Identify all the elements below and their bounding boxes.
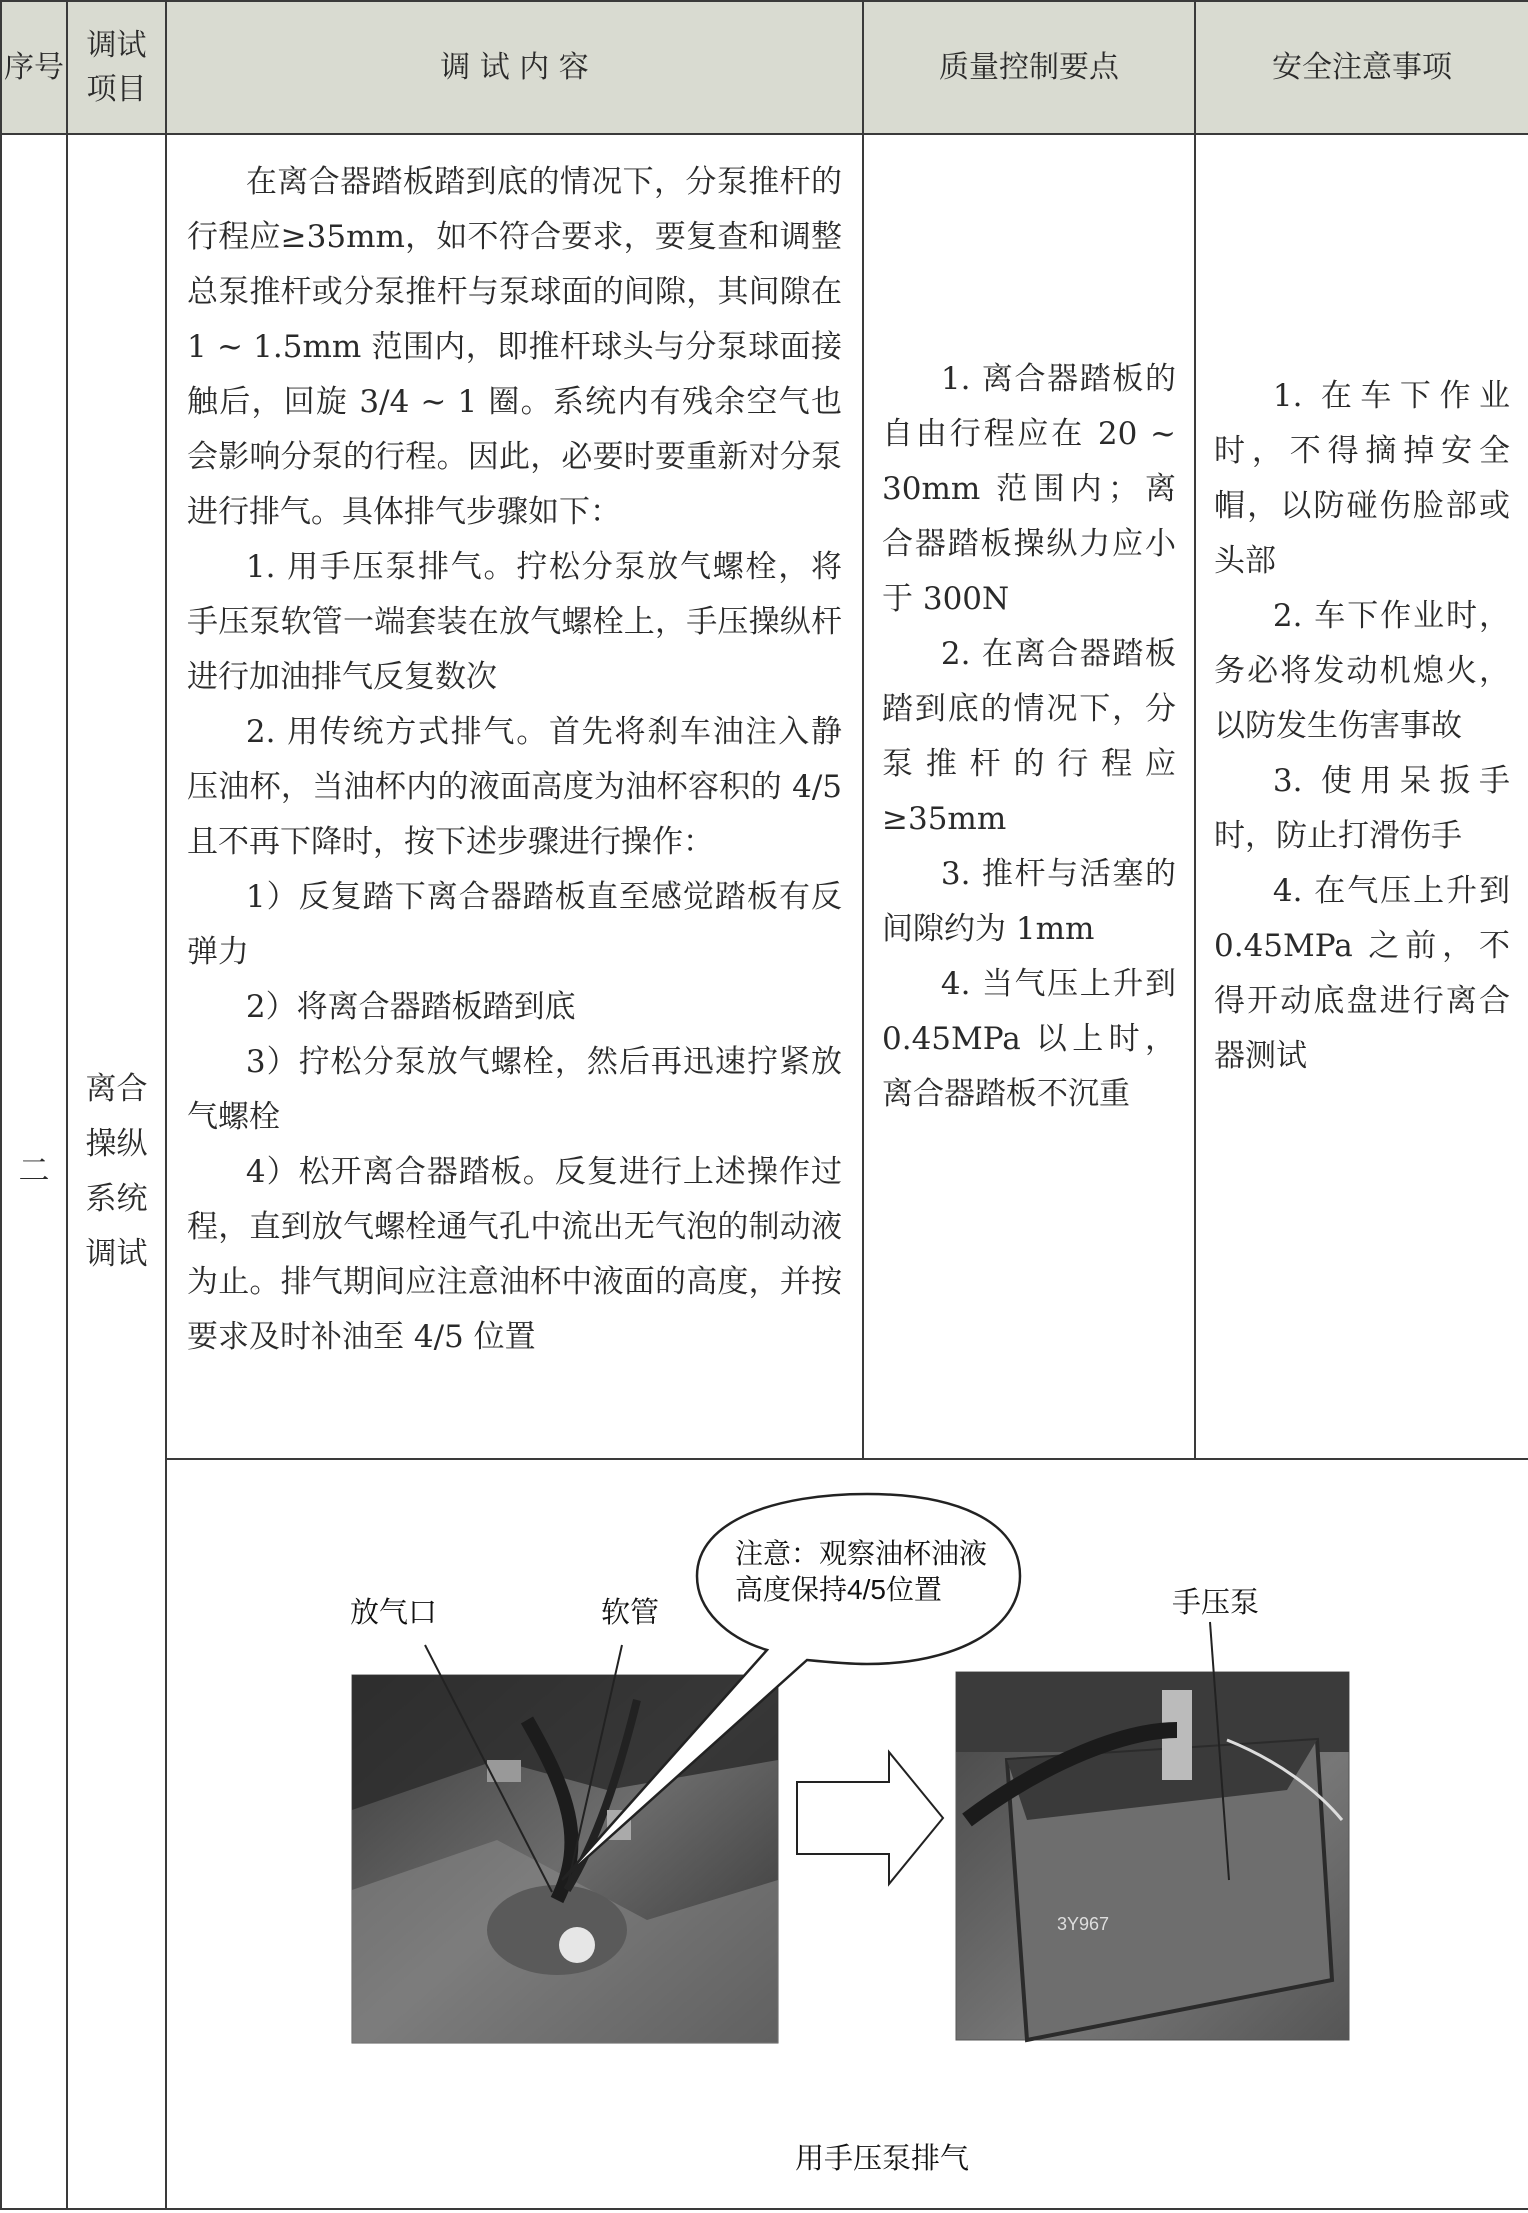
label-hose: 软管 [601, 1597, 660, 1629]
content-paragraph: 4）松开离合器踏板。反复进行上述操作过程，直到放气螺栓通气孔中流出无气泡的制动液为止。排气期间应注意油杯中液面的高度，并按要求及时补油至 4/5 位置 [187, 1154, 842, 1355]
content-paragraph: 1）反复踏下离合器踏板直至感觉踏板有反弹力 [187, 879, 842, 970]
header-safety: 安全注意事项 [1195, 1, 1528, 134]
figure-caption: 用手压泵排气 [795, 2143, 970, 2175]
content-paragraph: 在离合器踏板踏到底的情况下，分泵推杆的行程应≥35mm，如不符合要求，要复查和调整总泵推杆或分泵推杆与泵球面的间隙，其间隙在 1 ~ 1.5mm 范围内，即推杆球头与分泵球面接触后，回旋 3/4 ~ 1 圈。系统内有残余空气也会影响分泵的行程。因此，必要时要重新对分泵进行排气。具体排气步骤如下： [187, 164, 842, 530]
content-paragraph: 3）拧松分泵放气螺栓，然后再迅速拧紧放气螺栓 [187, 1044, 842, 1135]
row-item: 离合操纵系统调试 [67, 134, 166, 2209]
quality-point: 2. 在离合器踏板踏到底的情况下，分泵推杆的行程应≥35mm [882, 635, 1176, 837]
figure-cell [166, 1459, 1528, 2209]
row-safety-cell [1195, 134, 1528, 1459]
photo-hand-pump [956, 1672, 1349, 2040]
quality-point: 1. 离合器踏板的自由行程应在 20 ~ 30mm 范围内；离合器踏板操纵力应小于 300N [882, 360, 1176, 617]
pump-marking: 3Y967 [1057, 1914, 1110, 1934]
row-quality-cell [863, 134, 1195, 1459]
row-content-cell [166, 134, 863, 1459]
content-paragraph: 1. 用手压泵排气。拧松分泵放气螺栓，将手压泵软管一端套装在放气螺栓上，手压操纵杆进行加油排气反复数次 [187, 549, 842, 695]
label-vent: 放气口 [350, 1597, 438, 1629]
table-header-row [1, 1, 1528, 134]
figure-row [1, 1459, 1528, 2209]
quality-point: 3. 推杆与活塞的间隙约为 1mm [882, 855, 1176, 947]
row-seq: 二 [1, 134, 67, 2209]
table-row [1, 134, 1528, 1459]
safety-note: 4. 在气压上升到 0.45MPa 之前，不得开动底盘进行离合器测试 [1214, 873, 1510, 1074]
label-pump: 手压泵 [1172, 1587, 1260, 1619]
quality-point: 4. 当气压上升到 0.45MPa 以上时，离合器踏板不沉重 [882, 965, 1176, 1112]
content-text [167, 135, 862, 1365]
process-arrow-icon [797, 1752, 943, 1884]
safety-note: 3. 使用呆扳手时，防止打滑伤手 [1214, 763, 1510, 854]
safety-note: 2. 车下作业时，务必将发动机熄火，以防发生伤害事故 [1214, 598, 1510, 744]
header-item: 调试项目 [67, 1, 166, 134]
content-paragraph: 2）将离合器踏板踏到底 [245, 989, 576, 1025]
header-content: 调 试 内 容 [166, 1, 863, 134]
quality-text [864, 352, 1194, 1122]
header-quality: 质量控制要点 [863, 1, 1195, 134]
safety-note: 1. 在车下作业时，不得摘掉安全帽，以防碰伤脸部或头部 [1214, 378, 1510, 579]
callout-text: 注意：观察油杯油液 高度保持4/5位置 [735, 1538, 988, 1605]
safety-text [1196, 369, 1528, 1084]
header-seq: 序号 [1, 1, 67, 134]
content-paragraph: 2. 用传统方式排气。首先将刹车油注入静压油杯，当油杯内的液面高度为油杯容积的 4/5 且不再下降时，按下述步骤进行操作： [187, 714, 842, 860]
